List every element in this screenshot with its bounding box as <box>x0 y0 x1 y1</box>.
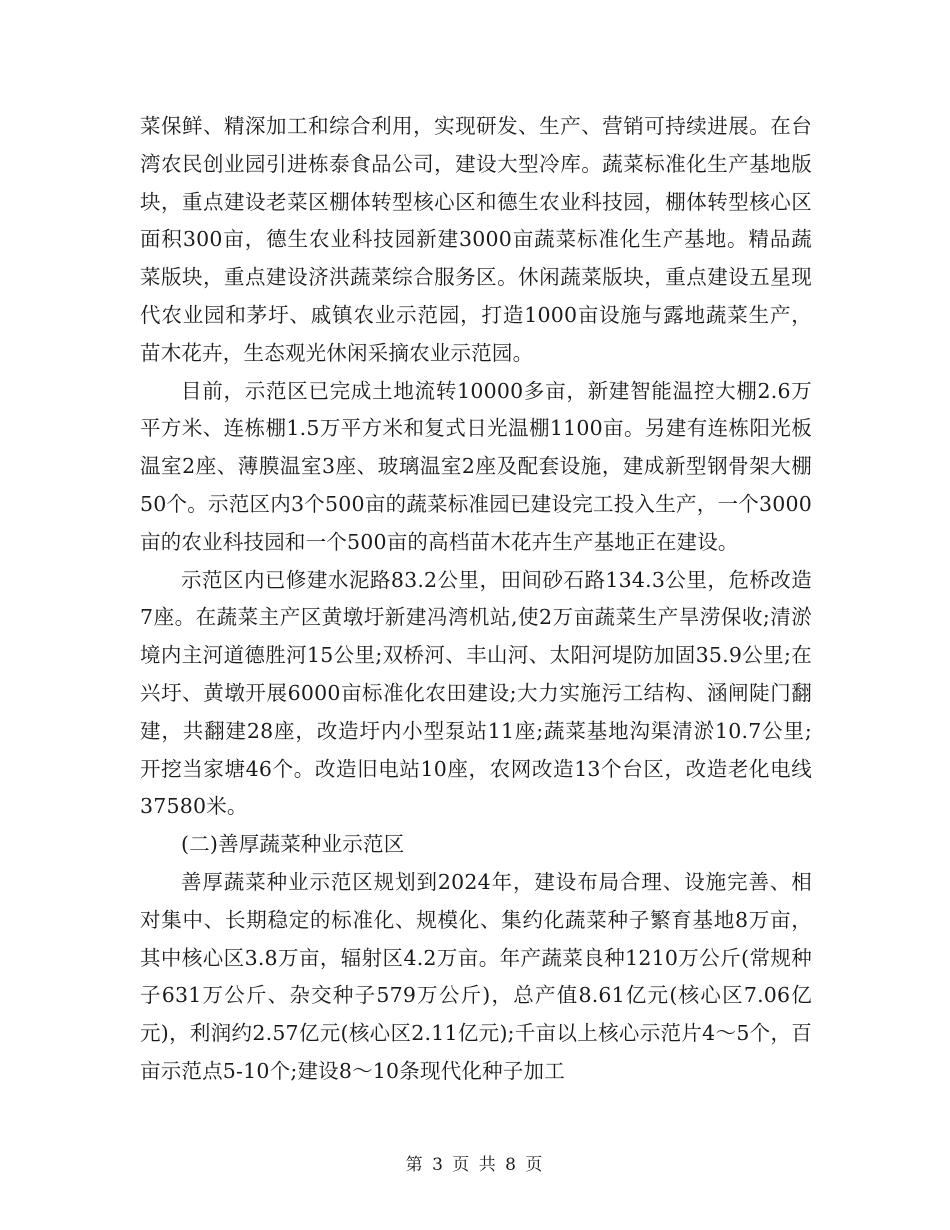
paragraph-1: 菜保鲜、精深加工和综合利用，实现研发、生产、营销可持续进展。在台湾农民创业园引进栋泰食品公司，建设大型冷库。蔬菜标准化生产基地版块，重点建设老菜区棚体转型核心区和德生农业科技园，棚体转型核心区面积300亩，德生农业科技园新建3000亩蔬菜标准化生产基地。精品蔬菜版块，重点建设济洪蔬菜综合服务区。休闲蔬菜版块，重点建设五星现代农业园和茅圩、戚镇农业示范园，打造1000亩设施与露地蔬菜生产，苗木花卉，生态观光休闲采摘农业示范园。 <box>140 114 812 365</box>
page-footer: 第 3 页 共 8 页 <box>405 1155 545 1175</box>
paragraph-2: 目前，示范区已完成土地流转10000多亩，新建智能温控大棚2.6万平方米、连栋棚1.5万平方米和复式日光温棚1100亩。另建有连栋阳光板温室2座、薄膜温室3座、玻璃温室2座及配套设施，建成新型钢骨架大棚50个。示范区内3个500亩的蔬菜标准园已建设完工投入生产，一个3000亩的农业科技园和一个500亩的高档苗木花卉生产基地正在建设。 <box>140 378 812 554</box>
paragraph-3: 示范区内已修建水泥路83.2公里，田间砂石路134.3公里，危桥改造7座。在蔬菜主产区黄墩圩新建冯湾机站,使2万亩蔬菜生产旱涝保收;清淤境内主河道德胜河15公里;双桥河、丰山河、太阳河堤防加固35.9公里;在兴圩、黄墩开展6000亩标准化农田建设;大力实施污工结构、涵闸陡门翻建，共翻建28座，改造圩内小型泵站11座;蔬菜基地沟渠清淤10.7公里;开挖当家塘46个。改造旧电站10座，农网改造13个台区，改造老化电线37580米。 <box>140 567 812 819</box>
section-heading: (二)善厚蔬菜种业示范区 <box>181 832 405 857</box>
document-body <box>140 108 812 1091</box>
paragraph-4: 善厚蔬菜种业示范区规划到2024年，建设布局合理、设施完善、相对集中、长期稳定的标准化、规模化、集约化蔬菜种子繁育基地8万亩，其中核心区3.8万亩，辐射区4.2万亩。年产蔬菜良种1210万公斤(常规种子631万公斤、杂交种子579万公斤)，总产值8.61亿元(核心区7.06亿元)，利润约2.57亿元(核心区2.11亿元);千亩以上核心示范片4～5个，百亩示范点5-10个;建设8～10条现代化种子加工 <box>140 869 812 1083</box>
